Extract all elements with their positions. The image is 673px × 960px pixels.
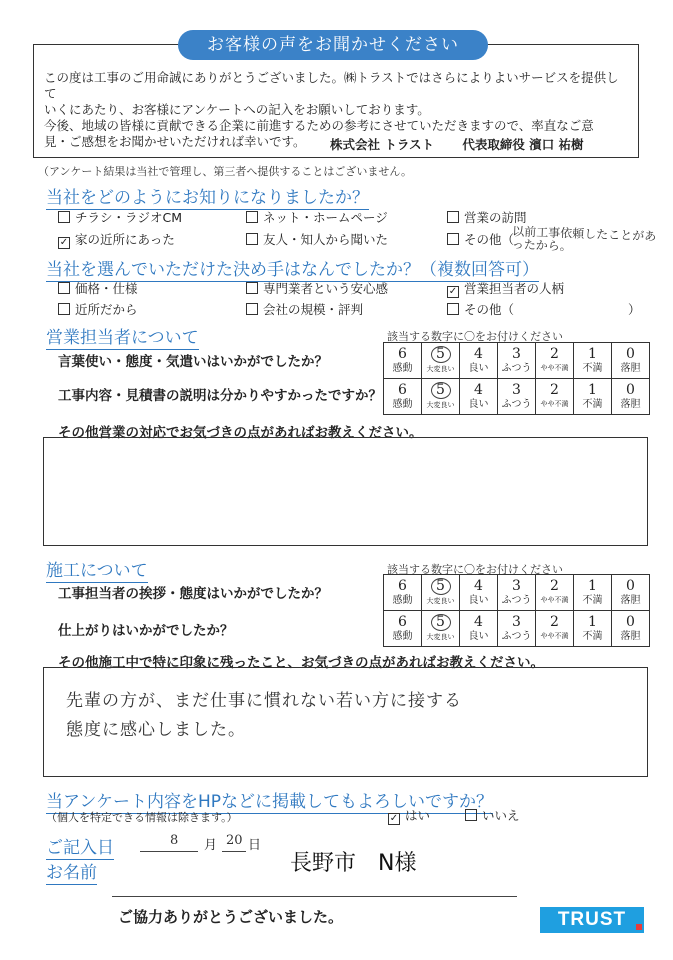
rating-cell-5-selected[interactable]: 5 大変良い — [422, 379, 460, 415]
checkbox[interactable] — [447, 211, 459, 223]
rating-cell-0[interactable]: 0 落胆 — [612, 611, 650, 647]
checkbox[interactable] — [58, 303, 70, 315]
date-label: ご記入日 — [46, 833, 114, 860]
sales-heading: 営業担当者について — [46, 323, 199, 350]
representative-name: 代表取締役 濱口 祐樹 — [462, 137, 584, 152]
scale-instruction: 該当する数字に〇をお付けください — [387, 563, 563, 576]
checkbox[interactable] — [246, 233, 258, 245]
rating-cell-2[interactable]: 2 やや不満 — [536, 379, 574, 415]
rating-cell-4[interactable]: 4 良い — [460, 575, 498, 611]
checkbox[interactable] — [447, 233, 459, 245]
rating-row-b — [384, 611, 650, 647]
q1-heading: 当社をどのようにお知りになりましたか？ — [46, 183, 369, 210]
sales-comment-prompt: その他営業の対応でお気づきの点があればお教えください。 — [58, 425, 423, 441]
day-unit: 日 — [248, 838, 262, 853]
rating-cell-5-selected[interactable]: 5 大変良い — [422, 611, 460, 647]
q1-other-handwritten: 以前工事依頼したことがあったから。 — [511, 224, 657, 254]
rating-cell-1[interactable]: 1 不満 — [574, 575, 612, 611]
trust-logo: TRUST — [540, 907, 644, 933]
rating-cell-3[interactable]: 3 ふつう — [498, 343, 536, 379]
rating-cell-5-selected[interactable]: 5 大変良い — [422, 575, 460, 611]
rating-cell-0[interactable]: 0 落胆 — [612, 379, 650, 415]
publish-no-option[interactable]: いいえ — [465, 806, 520, 824]
checkbox-checked[interactable]: ✓ — [59, 237, 69, 248]
rating-cell-1[interactable]: 1 不満 — [574, 611, 612, 647]
thanks-text: ご協力ありがとうございました。 — [118, 908, 344, 926]
rating-cell-3[interactable]: 3 ふつう — [498, 575, 536, 611]
construction-rating-grid — [383, 574, 650, 647]
q2-option[interactable]: ✓ 営業担当者の人柄 — [448, 281, 565, 297]
rating-cell-1[interactable]: 1 不満 — [574, 343, 612, 379]
rating-row-b — [384, 379, 650, 415]
name-line — [112, 896, 517, 897]
sales-rating-grid — [383, 342, 650, 415]
rating-cell-6[interactable]: 6 感動 — [384, 611, 422, 647]
rating-cell-2[interactable]: 2 やや不満 — [536, 611, 574, 647]
survey-title: お客様の声をお聞かせください — [178, 30, 488, 60]
rating-row-a — [384, 575, 650, 611]
construction-comment-line: 態度に感心しました。 — [66, 720, 246, 740]
rating-cell-6[interactable]: 6 感動 — [384, 575, 422, 611]
intro-line: この度は工事のご用命誠にありがとうございました。㈱トラストではさらによりよいサービスを提供して — [44, 70, 619, 101]
signer — [330, 135, 625, 153]
checkbox[interactable] — [58, 211, 70, 223]
checkbox[interactable] — [246, 282, 258, 294]
construction-comment-line: 先輩の方が、まだ仕事に慣れない若い方に接する — [66, 691, 462, 711]
rating-cell-6[interactable]: 6 感動 — [384, 379, 422, 415]
logo-dot-icon — [636, 924, 642, 930]
construction-question-b: 仕上がりはいかがでしたか？ — [58, 623, 234, 639]
sales-question-a: 言葉使い・態度・気遣いはいかがでしたか？ — [58, 354, 328, 370]
q2-heading: 当社を選んでいただけた決め手はなんでしたか？（複数回答可） — [46, 255, 539, 282]
sales-question-b: 工事内容・見積書の説明は分かりやすかったですか？ — [58, 388, 382, 404]
checkbox[interactable] — [246, 303, 258, 315]
rating-cell-5-selected[interactable]: 5 大変良い — [422, 343, 460, 379]
q2-option[interactable]: 近所だから — [58, 300, 138, 318]
rating-cell-0[interactable]: 0 落胆 — [612, 575, 650, 611]
rating-cell-0[interactable]: 0 落胆 — [612, 343, 650, 379]
q1-option[interactable]: 友人・知人から聞いた — [246, 230, 388, 248]
checkbox-checked[interactable]: ✓ — [448, 286, 458, 297]
checkbox[interactable] — [246, 211, 258, 223]
q2-option[interactable]: 専門業者という安心感 — [246, 279, 388, 297]
name-label: お名前 — [46, 858, 97, 885]
rating-cell-2[interactable]: 2 やや不満 — [536, 343, 574, 379]
day-line — [222, 851, 246, 852]
scale-instruction: 該当する数字に〇をお付けください — [387, 330, 563, 343]
publish-question: 当アンケート内容をHPなどに掲載してもよろしいですか？ — [46, 787, 493, 814]
q1-option[interactable]: その他（ — [447, 230, 514, 248]
name-value: 長野市 N様 — [290, 851, 417, 876]
rating-row-a — [384, 343, 650, 379]
rating-cell-4[interactable]: 4 良い — [460, 611, 498, 647]
day-value: 20 — [226, 833, 243, 848]
q1-option[interactable]: 営業の訪問 — [447, 208, 527, 226]
checkbox-checked[interactable]: ✓ — [389, 813, 399, 824]
q2-option[interactable]: その他（ — [447, 300, 514, 318]
publish-yes-option[interactable]: ✓ はい — [389, 808, 431, 824]
rating-cell-2[interactable]: 2 やや不満 — [536, 575, 574, 611]
intro-line: 見・ご感想をお聞かせいただければ幸いです。 — [44, 134, 306, 149]
construction-comment-prompt: その他施工中で特に印象に残ったこと、お気づきの点があればお教えください。 — [58, 655, 544, 671]
intro-line: 今後、地域の皆様に貢献できる企業に前進するための参考にさせていただきますので、率直なご意 — [44, 118, 594, 133]
rating-cell-4[interactable]: 4 良い — [460, 343, 498, 379]
intro-line: いくにあたり、お客様にアンケートへの記入をお願いしております。 — [44, 102, 430, 117]
month-line — [140, 851, 198, 852]
construction-heading: 施工について — [46, 556, 148, 583]
q2-option[interactable]: 会社の規模・評判 — [246, 300, 363, 318]
month-value: 8 — [170, 833, 179, 848]
month-unit: 月 — [204, 838, 218, 853]
sales-comment-box[interactable] — [43, 437, 648, 546]
q2-close-paren: ） — [628, 302, 641, 317]
q2-option[interactable]: 価格・仕様 — [58, 279, 138, 297]
publish-note: （個人を特定できる情報は除きます。） — [46, 811, 238, 824]
rating-cell-3[interactable]: 3 ふつう — [498, 379, 536, 415]
construction-question-a: 工事担当者の挨拶・態度はいかがでしたか？ — [58, 586, 328, 602]
q1-option[interactable]: ネット・ホームページ — [246, 208, 388, 226]
privacy-note: （アンケート結果は当社で管理し、第三者へ提供することはございません。 — [38, 165, 412, 178]
q1-option[interactable]: チラシ・ラジオCM — [58, 208, 182, 226]
company-name: 株式会社 トラスト — [330, 137, 434, 152]
rating-cell-4[interactable]: 4 良い — [460, 379, 498, 415]
rating-cell-1[interactable]: 1 不満 — [574, 379, 612, 415]
checkbox[interactable] — [447, 303, 459, 315]
checkbox[interactable] — [465, 809, 477, 821]
rating-cell-6[interactable]: 6 感動 — [384, 343, 422, 379]
rating-cell-3[interactable]: 3 ふつう — [498, 611, 536, 647]
q1-option[interactable]: ✓ 家の近所にあった — [59, 232, 175, 248]
checkbox[interactable] — [58, 282, 70, 294]
